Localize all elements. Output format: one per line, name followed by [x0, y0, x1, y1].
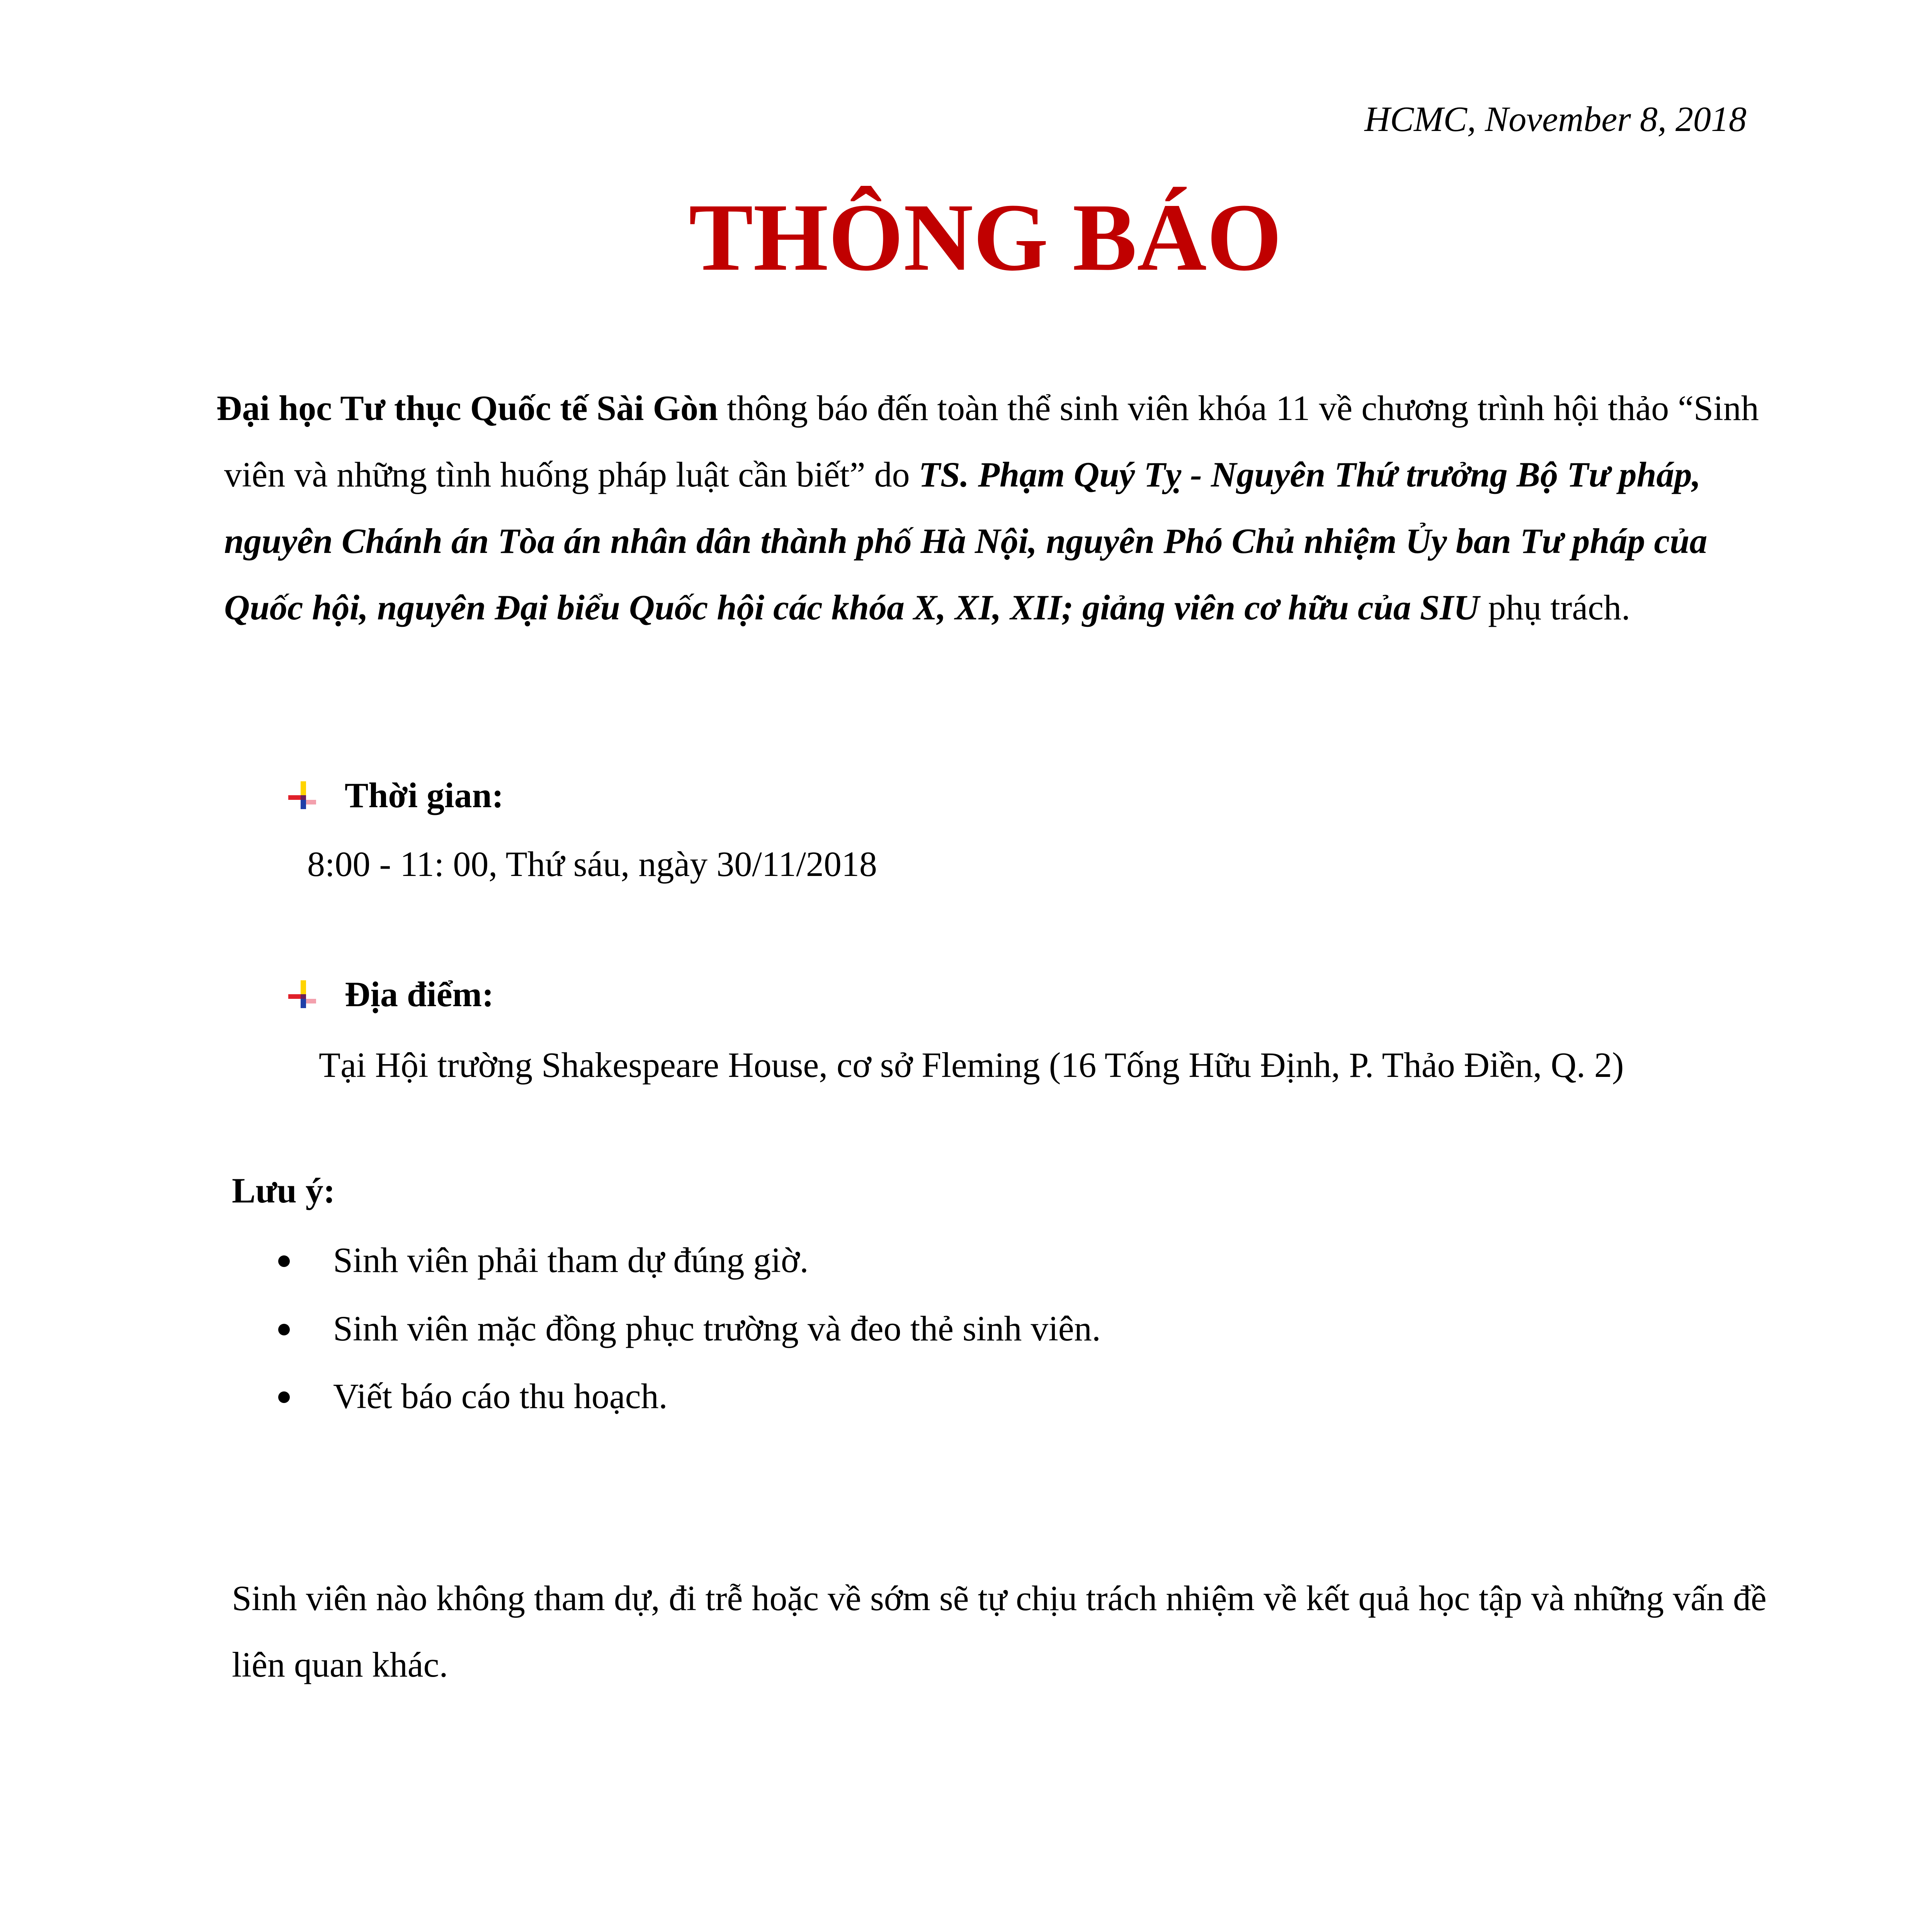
filled-circle-bullet-icon — [278, 1255, 290, 1267]
page-title: THÔNG BÁO — [689, 184, 1282, 291]
time-label: Thời gian: — [345, 776, 504, 815]
location-value: Tại Hội trường Shakespeare House, cơ sở Fleming (16 Tống Hữu Định, P. Thảo Điền, Q. 2) — [319, 1045, 1624, 1085]
four-color-cross-bullet-icon — [287, 979, 318, 1010]
time-value: 8:00 - 11: 00, Thứ sáu, ngày 30/11/2018 — [307, 844, 877, 884]
note-text: Sinh viên mặc đồng phục trường và đeo thẻ sinh viên. — [333, 1309, 1101, 1348]
time-heading — [287, 777, 503, 813]
location-label: Địa điểm: — [345, 975, 494, 1014]
filled-circle-bullet-icon — [278, 1391, 290, 1403]
intro-text-part2: phụ trách. — [1479, 588, 1631, 627]
closing-paragraph: Sinh viên nào không tham dự, đi trễ hoặc về sớm sẽ tự chịu trách nhiệm về kết quả học tập và những vấn đề liên quan khác. — [232, 1578, 1767, 1684]
notes-title: Lưu ý: — [232, 1171, 335, 1210]
four-color-cross-bullet-icon — [287, 780, 318, 811]
document-date: HCMC, November 8, 2018 — [1364, 99, 1747, 139]
organization-name: Đại học Tư thục Quốc tế Sài Gòn — [216, 388, 718, 428]
intro-text-part1: thông báo đến toàn thể sinh viên khóa 11 về chương trình hội thảo “Sinh viên và những tình huống pháp luật cần biết” do — [224, 388, 1759, 494]
speaker-credentials: TS. Phạm Quý Tỵ - Nguyên Thứ trưởng Bộ Tư pháp, nguyên Chánh án Tòa án nhân dân thành phố Hà Nội, nguyên Phó Chủ nhiệm Ủy ban Tư pháp của Quốc hội, nguyên Đại biểu Quốc hội các khóa X, XI, XII; giảng viên cơ hữu của SIU — [224, 455, 1708, 627]
note-text: Sinh viên phải tham dự đúng giờ. — [333, 1240, 809, 1280]
location-heading — [287, 976, 494, 1012]
filled-circle-bullet-icon — [278, 1324, 290, 1335]
note-text: Viết báo cáo thu hoạch. — [333, 1376, 668, 1416]
intro-paragraph — [216, 375, 1785, 641]
